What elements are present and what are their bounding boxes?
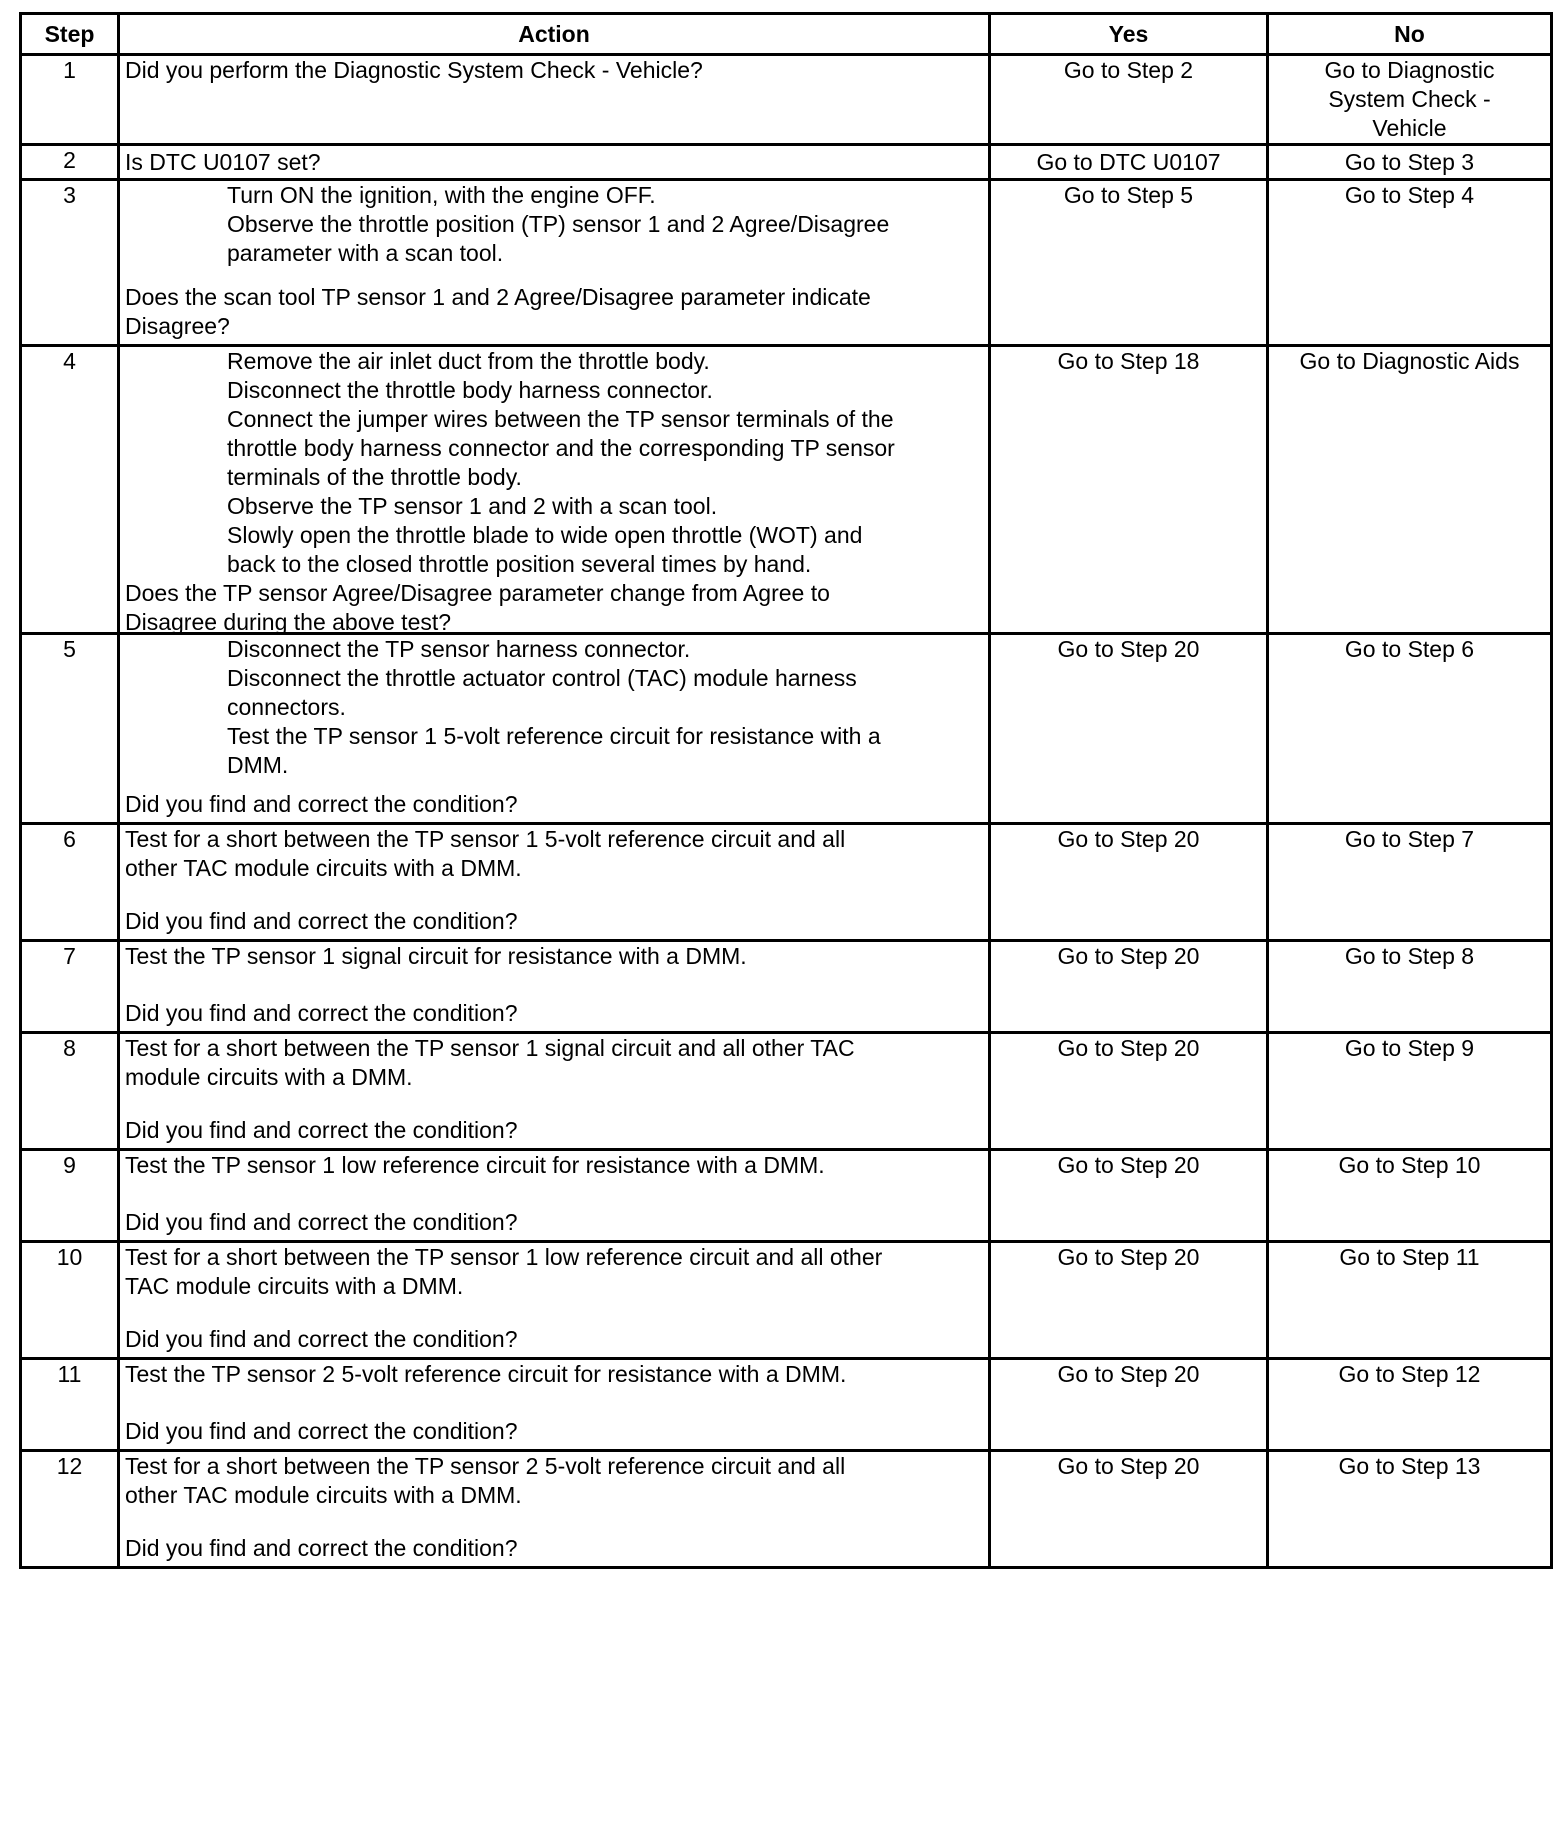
header-no: No xyxy=(1268,14,1552,55)
instruction-line: parameter with a scan tool. xyxy=(227,240,504,266)
no-cell: Go to Step 13 xyxy=(1268,1451,1552,1568)
table-row xyxy=(21,346,1552,634)
question-text xyxy=(125,1325,983,1354)
instruction-list xyxy=(125,635,983,780)
question-text xyxy=(125,283,983,341)
question-text xyxy=(125,1116,983,1145)
instruction-list xyxy=(125,347,983,579)
instruction-line: Connect the jumper wires between the TP sensor terminals of the xyxy=(227,406,894,432)
question-line: Does the scan tool TP sensor 1 and 2 Agree/Disagree parameter indicate xyxy=(125,284,871,310)
header-step: Step xyxy=(21,14,119,55)
step-number: 3 xyxy=(21,180,119,346)
test-line: other TAC module circuits with a DMM. xyxy=(125,855,522,881)
step-number: 6 xyxy=(21,824,119,941)
no-line: System Check - xyxy=(1328,86,1491,112)
yes-cell: Go to Step 20 xyxy=(990,1150,1268,1242)
instruction-line: Disconnect the throttle body harness connector. xyxy=(227,377,713,403)
yes-cell: Go to Step 20 xyxy=(990,1359,1268,1451)
question-line: Did you find and correct the condition? xyxy=(125,1326,518,1352)
instruction-line: Observe the throttle position (TP) sensor 1 and 2 Agree/Disagree xyxy=(227,211,890,237)
table-row xyxy=(21,145,1552,180)
yes-cell: Go to Step 20 xyxy=(990,824,1268,941)
question-line: Disagree during the above test? xyxy=(125,609,452,635)
table-row xyxy=(21,634,1552,824)
action-cell xyxy=(119,346,990,634)
step-number: 4 xyxy=(21,346,119,634)
instruction-line: Turn ON the ignition, with the engine OFF. xyxy=(227,182,656,208)
test-line: Test for a short between the TP sensor 1 signal circuit and all other TAC xyxy=(125,1035,855,1061)
step-number: 2 xyxy=(21,145,119,180)
question-text: Is DTC U0107 set? xyxy=(125,148,321,175)
instruction-line: terminals of the throttle body. xyxy=(227,464,522,490)
instruction-list xyxy=(125,181,983,268)
no-cell: Go to Diagnostic Aids xyxy=(1268,346,1552,634)
no-cell: Go to Step 4 xyxy=(1268,180,1552,346)
test-line: Test the TP sensor 1 signal circuit for resistance with a DMM. xyxy=(125,943,747,969)
yes-cell: Go to Step 20 xyxy=(990,941,1268,1033)
table-row xyxy=(21,180,1552,346)
no-cell: Go to Step 9 xyxy=(1268,1033,1552,1150)
question-text xyxy=(125,1417,983,1446)
question-line: Did you find and correct the condition? xyxy=(125,1000,518,1026)
question-text xyxy=(125,1208,983,1237)
diagnostic-table xyxy=(19,12,1553,1569)
test-line: other TAC module circuits with a DMM. xyxy=(125,1482,522,1508)
no-cell: Go to Step 11 xyxy=(1268,1242,1552,1359)
question-line: Did you find and correct the condition? xyxy=(125,1418,518,1444)
question-line: Did you find and correct the condition? xyxy=(125,1117,518,1143)
header-yes: Yes xyxy=(990,14,1268,55)
question-line: Did you find and correct the condition? xyxy=(125,1535,518,1561)
table-row xyxy=(21,1150,1552,1242)
step-number: 7 xyxy=(21,941,119,1033)
instruction-line: back to the closed throttle position several times by hand. xyxy=(227,551,812,577)
table-row xyxy=(21,55,1552,145)
question-text xyxy=(125,1534,983,1563)
yes-cell: Go to Step 20 xyxy=(990,1451,1268,1568)
test-line: module circuits with a DMM. xyxy=(125,1064,413,1090)
header-action: Action xyxy=(119,14,990,55)
question-text xyxy=(125,790,983,819)
question-line: Does the TP sensor Agree/Disagree parameter change from Agree to xyxy=(125,580,830,606)
no-cell: Go to Step 7 xyxy=(1268,824,1552,941)
yes-cell: Go to Step 2 xyxy=(990,55,1268,145)
action-cell xyxy=(119,634,990,824)
no-cell: Go to Step 8 xyxy=(1268,941,1552,1033)
instruction-line: Test the TP sensor 1 5-volt reference circuit for resistance with a xyxy=(227,723,881,749)
step-number: 10 xyxy=(21,1242,119,1359)
table-row xyxy=(21,1242,1552,1359)
test-text xyxy=(125,1151,983,1180)
no-line: Go to Diagnostic xyxy=(1324,57,1495,83)
question-text xyxy=(125,999,983,1028)
table-row xyxy=(21,1359,1552,1451)
action-cell xyxy=(119,1451,990,1568)
test-text xyxy=(125,1452,983,1510)
test-line: Test for a short between the TP sensor 1 low reference circuit and all other xyxy=(125,1244,883,1270)
no-cell xyxy=(1268,55,1552,145)
yes-cell: Go to Step 5 xyxy=(990,180,1268,346)
action-cell xyxy=(119,180,990,346)
table-row xyxy=(21,1033,1552,1150)
test-line: TAC module circuits with a DMM. xyxy=(125,1273,464,1299)
action-cell xyxy=(119,941,990,1033)
step-number: 11 xyxy=(21,1359,119,1451)
instruction-line: Remove the air inlet duct from the throttle body. xyxy=(227,348,710,374)
yes-cell: Go to Step 18 xyxy=(990,346,1268,634)
action-cell xyxy=(119,1242,990,1359)
no-line: Vehicle xyxy=(1372,115,1447,141)
instruction-line: connectors. xyxy=(227,694,346,720)
no-cell: Go to Step 3 xyxy=(1268,145,1552,180)
question-line: Did you find and correct the condition? xyxy=(125,1209,518,1235)
test-line: Test the TP sensor 2 5-volt reference circuit for resistance with a DMM. xyxy=(125,1361,847,1387)
question-line: Did you find and correct the condition? xyxy=(125,791,518,817)
action-cell xyxy=(119,1359,990,1451)
test-text xyxy=(125,1243,983,1301)
no-cell: Go to Step 12 xyxy=(1268,1359,1552,1451)
action-cell xyxy=(119,1033,990,1150)
test-line: Test for a short between the TP sensor 1 5-volt reference circuit and all xyxy=(125,826,846,852)
yes-cell: Go to Step 20 xyxy=(990,1033,1268,1150)
step-number: 8 xyxy=(21,1033,119,1150)
test-line: Test for a short between the TP sensor 2 5-volt reference circuit and all xyxy=(125,1453,846,1479)
instruction-line: DMM. xyxy=(227,752,289,778)
yes-cell: Go to Step 20 xyxy=(990,634,1268,824)
table-row xyxy=(21,941,1552,1033)
question-line: Did you find and correct the condition? xyxy=(125,908,518,934)
question-text xyxy=(125,907,983,936)
step-number: 5 xyxy=(21,634,119,824)
question-line: Disagree? xyxy=(125,313,230,339)
step-number: 12 xyxy=(21,1451,119,1568)
test-text xyxy=(125,825,983,883)
action-cell xyxy=(119,55,990,145)
no-cell: Go to Step 6 xyxy=(1268,634,1552,824)
table-row xyxy=(21,1451,1552,1568)
instruction-line: Disconnect the throttle actuator control (TAC) module harness xyxy=(227,665,857,691)
test-text xyxy=(125,1034,983,1092)
no-cell: Go to Step 10 xyxy=(1268,1150,1552,1242)
test-text xyxy=(125,942,983,971)
yes-cell: Go to DTC U0107 xyxy=(990,145,1268,180)
yes-cell: Go to Step 20 xyxy=(990,1242,1268,1359)
instruction-line: Observe the TP sensor 1 and 2 with a scan tool. xyxy=(227,493,718,519)
test-text xyxy=(125,1360,983,1389)
step-number: 9 xyxy=(21,1150,119,1242)
instruction-line: Disconnect the TP sensor harness connector. xyxy=(227,636,691,662)
question-text xyxy=(125,579,983,637)
action-cell xyxy=(119,145,990,180)
action-cell xyxy=(119,824,990,941)
action-cell xyxy=(119,1150,990,1242)
header-row xyxy=(21,14,1552,55)
question-text: Did you perform the Diagnostic System Check - Vehicle? xyxy=(125,57,703,83)
instruction-line: Slowly open the throttle blade to wide open throttle (WOT) and xyxy=(227,522,863,548)
test-line: Test the TP sensor 1 low reference circuit for resistance with a DMM. xyxy=(125,1152,825,1178)
table-row xyxy=(21,824,1552,941)
instruction-line: throttle body harness connector and the corresponding TP sensor xyxy=(227,435,895,461)
step-number: 1 xyxy=(21,55,119,145)
